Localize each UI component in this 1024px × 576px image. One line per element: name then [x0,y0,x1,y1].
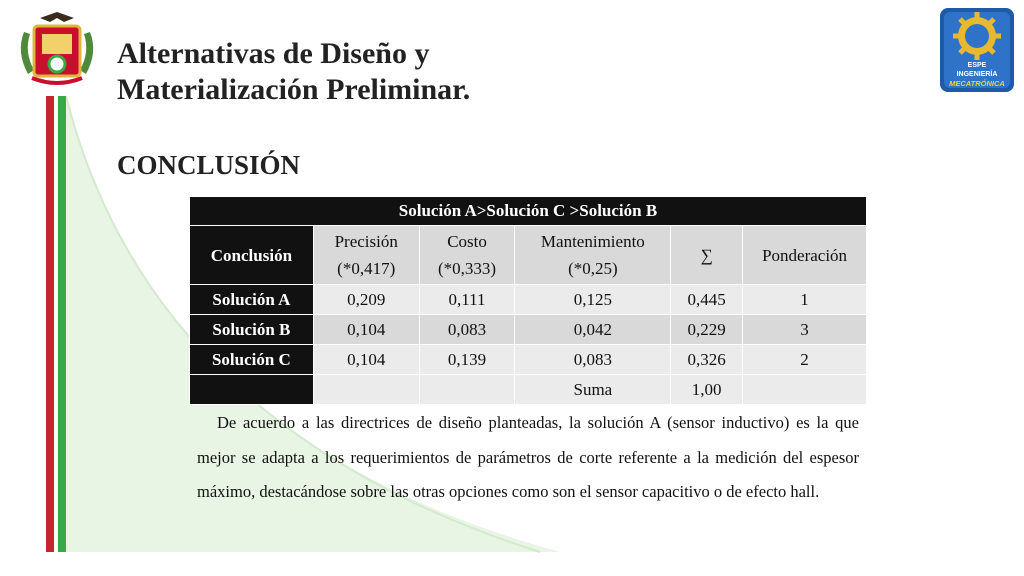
badge-text-mecatronica: MECATRÓNICA [949,79,1005,88]
table-row [190,285,867,315]
table-cell: 2 [743,345,867,375]
row-label [190,375,314,405]
section-title: CONCLUSIÓN [117,150,301,180]
column-header: Conclusión [190,226,314,285]
gear-badge-icon [938,6,1016,94]
sum-column-header: ∑ [671,226,743,285]
badge-text-espe: ESPE [967,62,987,69]
red-stripe [46,96,54,552]
conclusion-paragraph: De acuerdo a las directrices de diseño planteadas, la solución A (sensor inductivo) es la que mejor se adapta a los requerimientos de parámetros de corte referente a la medición del espesor máximo, destacándose sobre las otras opciones como son el sensor capacitivo o de efecto hall. [197,413,859,501]
table-cell: 3 [743,315,867,345]
column-header: Ponderación [743,226,867,285]
title-line-1: Alternativas de Diseño y [117,37,430,70]
table-banner: Solución A>Solución C >Solución B [190,197,867,226]
column-header: Costo (*0,333) [419,226,515,285]
table-cell: 0,326 [671,345,743,375]
comparison-table [189,196,867,405]
green-stripe [58,96,66,552]
table-cell [313,375,419,405]
table-row [190,315,867,345]
row-label: Solución C [190,345,314,375]
sum-value: 1,00 [671,375,743,405]
table-cell: 0,139 [419,345,515,375]
table-header-row [190,226,867,285]
page-title [117,36,470,108]
sum-label: Suma [515,375,671,405]
table-cell: 0,111 [419,285,515,315]
table-cell: 0,209 [313,285,419,315]
table-cell: 0,229 [671,315,743,345]
title-line-2: Materialización Preliminar. [117,73,471,106]
column-header: Precisión (*0,417) [313,226,419,285]
badge-text-ingenieria: INGENIERÍA [956,71,998,78]
column-header: Mantenimiento (*0,25) [515,226,671,285]
table-cell: 0,125 [515,285,671,315]
table-cell: 0,042 [515,315,671,345]
table-cell: 0,445 [671,285,743,315]
table-banner-row [190,197,867,226]
table-cell: 0,083 [515,345,671,375]
table-cell [419,375,515,405]
table-cell: 0,104 [313,315,419,345]
table-row [190,345,867,375]
table-row-sum [190,375,867,405]
coat-of-arms-icon [10,8,104,92]
table-cell: 1 [743,285,867,315]
white-stripe [54,96,58,552]
table-cell [743,375,867,405]
row-label: Solución B [190,315,314,345]
table-cell: 0,083 [419,315,515,345]
table-cell: 0,104 [313,345,419,375]
row-label: Solución A [190,285,314,315]
